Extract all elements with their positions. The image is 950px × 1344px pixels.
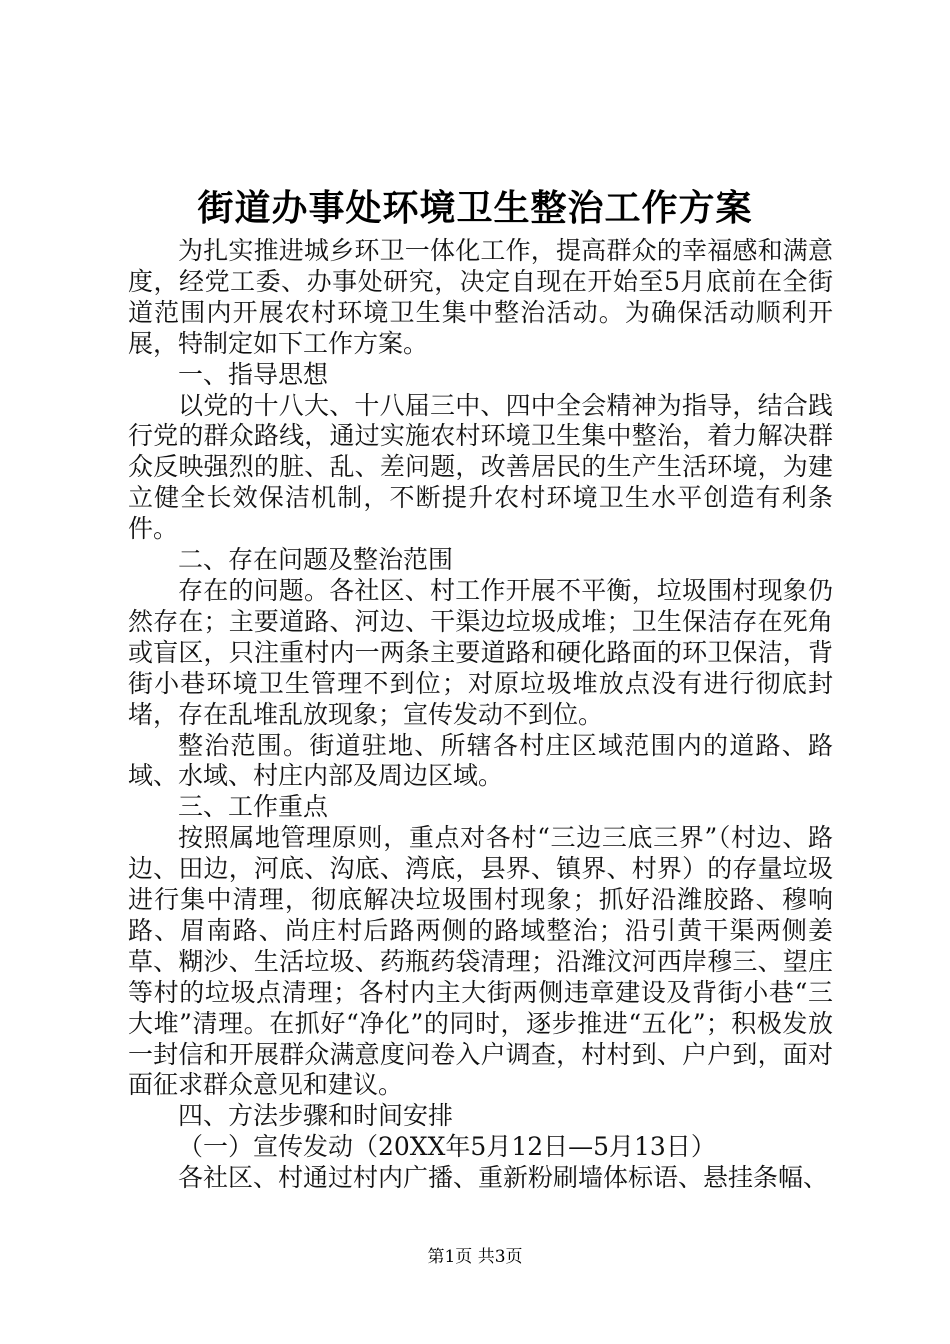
- section-heading-2: 二、存在问题及整治范围: [178, 545, 454, 575]
- subsection-heading-1: （一）宣传发动（20XX年5月12日—5月13日）: [178, 1132, 716, 1162]
- document-title: 街道办事处环境卫生整治工作方案: [197, 187, 753, 229]
- paragraph-work-focus: 按照属地管理原则，重点对各村“三边三底三界”（村边、路边、田边，河底、沟底、湾底，县界、镇界、村界）的存量垃圾进行集中清理，彻底解决垃圾围村现象；抓好沿潍胶路、穆响路、眉南路、尚庄村后路两侧的路域整治；沿引黄干渠两侧姜草、糊沙、生活垃圾、药瓶药袋清理；沿潍汶河西岸穆三、望庄等村的垃圾点清理；各村内主大街两侧违章建设及背街小巷“三大堆”清理。在抓好“净化”的同时，逐步推进“五化”；积极发放一封信和开展群众满意度问卷入户调查，村村到、户户到，面对面征求群众意见和建议。: [128, 823, 833, 1100]
- section-heading-3: 三、工作重点: [178, 792, 329, 822]
- page-footer: 第1页 共3页: [427, 1247, 523, 1267]
- paragraph-publicity: 各社区、村通过村内广播、重新粉刷墙体标语、悬挂条幅、: [178, 1163, 829, 1193]
- document-body: [128, 236, 833, 1194]
- section-heading-1: 一、指导思想: [178, 359, 329, 389]
- paragraph-scope: 整治范围。街道驻地、所辖各村庄区域范围内的道路、路域、水域、村庄内部及周边区域。: [128, 730, 833, 791]
- paragraph-guiding-thought: 以党的十八大、十八届三中、四中全会精神为指导，结合践行党的群众路线，通过实施农村环境卫生集中整治，着力解决群众反映强烈的脏、乱、差问题，改善居民的生产生活环境，为建立健全长效保洁机制，不断提升农村环境卫生水平创造有利条件。: [128, 390, 833, 544]
- section-heading-4: 四、方法步骤和时间安排: [178, 1101, 454, 1131]
- paragraph-problems: 存在的问题。各社区、村工作开展不平衡，垃圾围村现象仍然存在；主要道路、河边、干渠边垃圾成堆；卫生保洁存在死角或盲区，只注重村内一两条主要道路和硬化路面的环卫保洁，背街小巷环境卫生管理不到位；对原垃圾堆放点没有进行彻底封堵，存在乱堆乱放现象；宣传发动不到位。: [128, 575, 833, 729]
- paragraph-intro: 为扎实推进城乡环卫一体化工作，提高群众的幸福感和满意度，经党工委、办事处研究，决定自现在开始至5月底前在全街道范围内开展农村环境卫生集中整治活动。为确保活动顺利开展，特制定如下工作方案。: [128, 236, 833, 358]
